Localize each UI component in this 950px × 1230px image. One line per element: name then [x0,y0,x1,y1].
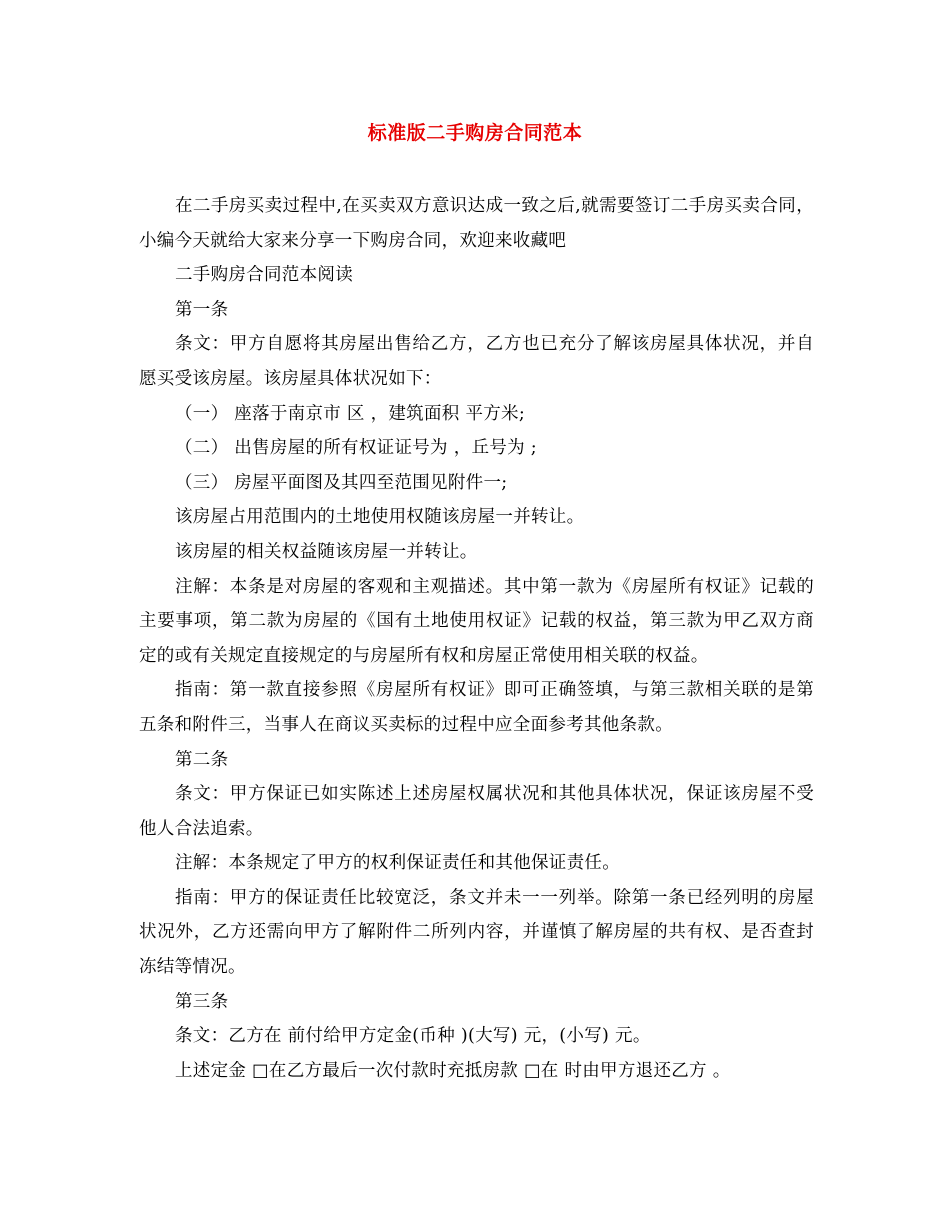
article-heading-1: 第一条 [175,299,229,320]
document-body [139,189,814,1088]
intro-paragraph: 在二手房买卖过程中,在买卖双方意识达成一致之后,就需要签订二手房买卖合同，小编今天就给大家来分享一下购房合同，欢迎来收藏吧 [139,196,814,251]
article-1-land-use: 该房屋占用范围内的土地使用权随该房屋一并转让。 [175,507,585,528]
article-2-clause: 条文：甲方保证已如实陈述上述房屋权属状况和其他具体状况，保证该房屋不受他人合法追索。 [139,784,814,839]
article-2-guide: 指南：甲方的保证责任比较宽泛，条文并未一一列举。除第一条已经列明的房屋状况外，乙方还需向甲方了解附件二所列内容，并谨慎了解房屋的共有权、是否查封冻结等情况。 [139,887,814,978]
article-heading-2: 第二条 [175,749,229,770]
article-3-deposit: 上述定金 □在乙方最后一次付款时充抵房款 □在 时由甲方退还乙方 。 [175,1060,731,1081]
article-1-item-2: （二） 出售房屋的所有权证证号为 ，丘号为 ; [175,438,537,459]
document-title: 标准版二手购房合同范本 [367,122,583,144]
article-1-item-3: （三） 房屋平面图及其四至范围见附件一; [175,472,508,493]
article-1-clause: 条文：甲方自愿将其房屋出售给乙方，乙方也已充分了解该房屋具体状况，并自愿买受该房屋。该房屋具体状况如下： [139,334,814,389]
article-1-item-1: （一） 座落于南京市 区 ，建筑面积 平方米; [175,403,526,424]
article-heading-3: 第三条 [175,991,229,1012]
article-1-guide: 指南：第一款直接参照《房屋所有权证》即可正确签填，与第三款相关联的是第五条和附件三，当事人在商议买卖标的过程中应全面参考其他条款。 [139,680,814,735]
article-1-note: 注解：本条是对房屋的客观和主观描述。其中第一款为《房屋所有权证》记载的主要事项，第二款为房屋的《国有土地使用权证》记载的权益，第三款为甲乙双方商定的或有关规定直接规定的与房屋所有权和房屋正常使用相关联的权益。 [139,576,814,666]
article-2-note: 注解：本条规定了甲方的权利保证责任和其他保证责任。 [175,853,620,874]
article-3-clause: 条文：乙方在 前付给甲方定金(币种 )(大写) 元，(小写) 元。 [175,1026,651,1047]
article-1-rights: 该房屋的相关权益随该房屋一并转让。 [175,541,478,562]
section-heading: 二手购房合同范本阅读 [175,265,353,286]
